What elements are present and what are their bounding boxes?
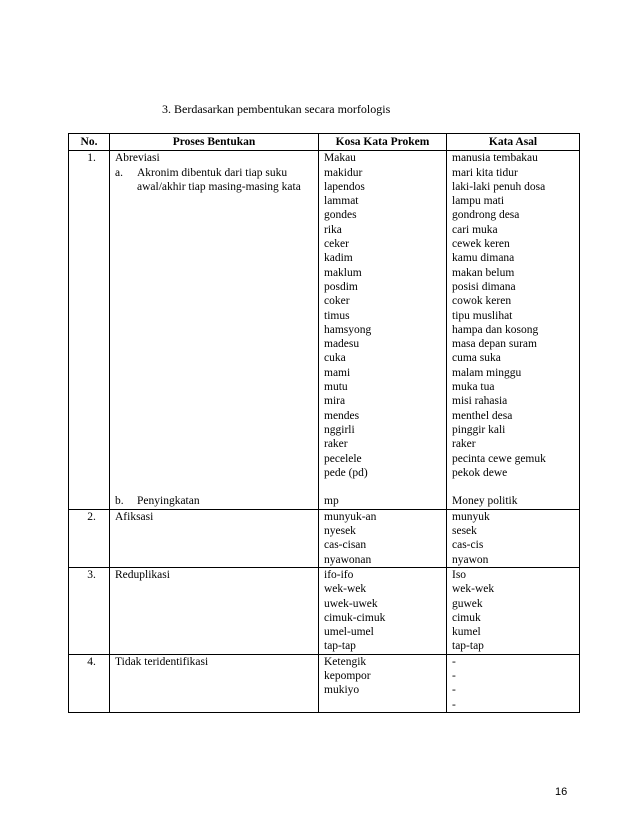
list-item: cari muka xyxy=(452,223,498,236)
sub-item-text: Penyingkatan xyxy=(137,495,200,508)
list-item: pecelele xyxy=(324,452,362,465)
sub-item-text: Akronim dibentuk dari tiap suku awal/akhir tiap masing-masing kata xyxy=(137,166,301,193)
morphology-table xyxy=(68,133,580,713)
list-item: tap-tap xyxy=(452,640,484,653)
process-name: Afiksasi xyxy=(110,509,319,567)
list-item: sesek xyxy=(452,525,477,538)
list-item: Iso xyxy=(452,568,467,581)
list-item: wek-wek xyxy=(324,583,367,596)
asal-cell xyxy=(447,509,580,567)
table-row xyxy=(69,654,580,712)
list-item: posisi dimana xyxy=(452,280,516,293)
list-item: pekok dewe xyxy=(452,466,508,479)
list-item: mutu xyxy=(324,381,348,394)
list-item: cowok keren xyxy=(452,295,512,308)
list-item: raker xyxy=(452,438,476,451)
list-item: cimuk-cimuk xyxy=(324,611,386,624)
list-item: cewek keren xyxy=(452,238,510,251)
list-item: ifo-ifo xyxy=(324,568,354,581)
list-item: uwek-uwek xyxy=(324,597,378,610)
asal-cell xyxy=(447,654,580,712)
list-item: raker xyxy=(324,438,348,451)
process-cell xyxy=(110,151,319,509)
list-item: mami xyxy=(324,366,351,379)
list-item: rika xyxy=(324,223,342,236)
process-name: Reduplikasi xyxy=(110,567,319,654)
list-item: malam minggu xyxy=(452,366,522,379)
row-number: 4. xyxy=(69,654,110,712)
list-item: munyuk xyxy=(452,510,490,523)
list-item: mari kita tidur xyxy=(452,166,518,179)
header-asal: Kata Asal xyxy=(447,134,580,151)
list-item: cimuk xyxy=(452,611,481,624)
list-item: maklum xyxy=(324,266,362,279)
table-row xyxy=(69,151,580,509)
table-row xyxy=(69,567,580,654)
list-item: makidur xyxy=(324,166,363,179)
list-item: misi rahasia xyxy=(452,395,508,408)
list-item: wek-wek xyxy=(452,583,495,596)
header-process: Proses Bentukan xyxy=(110,134,319,151)
sub-item-marker: a. xyxy=(115,166,123,179)
row-number: 1. xyxy=(69,151,110,509)
list-item: menthel desa xyxy=(452,409,513,422)
list-item: makan belum xyxy=(452,266,515,279)
list-item: hampa dan kosong xyxy=(452,323,539,336)
list-item: ceker xyxy=(324,238,349,251)
row-number: 3. xyxy=(69,567,110,654)
sub-item-b xyxy=(115,494,318,508)
list-item: pecinta cewe gemuk xyxy=(452,452,546,465)
list-item: kamu dimana xyxy=(452,252,515,265)
list-item: cuma suka xyxy=(452,352,501,365)
list-item: tipu muslihat xyxy=(452,309,513,322)
list-item: lapendos xyxy=(324,180,365,193)
list-item: - xyxy=(452,698,456,711)
asal-cell xyxy=(447,567,580,654)
prokem-cell xyxy=(319,151,447,509)
prokem-cell xyxy=(319,567,447,654)
list-item: hamsyong xyxy=(324,323,372,336)
list-item: pinggir kali xyxy=(452,423,506,436)
list-item: manusia tembakau xyxy=(452,152,538,165)
process-name: Abreviasi xyxy=(115,152,160,165)
list-item: - xyxy=(452,669,456,682)
list-item: kepompor xyxy=(324,669,371,682)
row-number: 2. xyxy=(69,509,110,567)
list-item: madesu xyxy=(324,338,360,351)
table-header-row xyxy=(69,134,580,151)
list-item: posdim xyxy=(324,280,358,293)
list-item: nyawonan xyxy=(324,553,372,566)
list-item: munyuk-an xyxy=(324,510,377,523)
list-item: - xyxy=(452,684,456,697)
list-item: guwek xyxy=(452,597,483,610)
list-item: Money politik xyxy=(452,495,518,508)
list-item: mendes xyxy=(324,409,360,422)
list-item: masa depan suram xyxy=(452,338,537,351)
list-item: pede (pd) xyxy=(324,466,368,479)
table-row xyxy=(69,509,580,567)
prokem-cell xyxy=(319,509,447,567)
list-item: nggirli xyxy=(324,423,355,436)
list-item: mukiyo xyxy=(324,684,360,697)
asal-cell xyxy=(447,151,580,509)
list-item: kumel xyxy=(452,626,481,639)
list-item: timus xyxy=(324,309,350,322)
list-item: - xyxy=(452,655,456,668)
list-item: nyesek xyxy=(324,525,356,538)
header-prokem: Kosa Kata Prokem xyxy=(319,134,447,151)
list-item: umel-umel xyxy=(324,626,374,639)
header-no: No. xyxy=(69,134,110,151)
list-item: cas-cisan xyxy=(324,539,367,552)
list-item: gondrong desa xyxy=(452,209,520,222)
list-item: coker xyxy=(324,295,350,308)
list-item: lampu mati xyxy=(452,195,505,208)
list-item: gondes xyxy=(324,209,357,222)
sub-item-a xyxy=(115,166,318,195)
list-item: tap-tap xyxy=(324,640,356,653)
list-item: Ketengik xyxy=(324,655,367,668)
page-number: 16 xyxy=(555,786,568,798)
list-item: kadim xyxy=(324,252,353,265)
list-item: mp xyxy=(324,495,339,508)
list-item: cuka xyxy=(324,352,346,365)
process-name: Tidak teridentifikasi xyxy=(110,654,319,712)
section-heading: 3. Berdasarkan pembentukan secara morfologis xyxy=(162,102,391,116)
list-item: laki-laki penuh dosa xyxy=(452,180,546,193)
prokem-cell xyxy=(319,654,447,712)
list-item: cas-cis xyxy=(452,539,484,552)
list-item: lammat xyxy=(324,195,359,208)
sub-item-marker: b. xyxy=(115,495,124,508)
list-item: mira xyxy=(324,395,346,408)
list-item: nyawon xyxy=(452,553,489,566)
list-item: muka tua xyxy=(452,381,495,394)
list-item: Makau xyxy=(324,152,356,165)
